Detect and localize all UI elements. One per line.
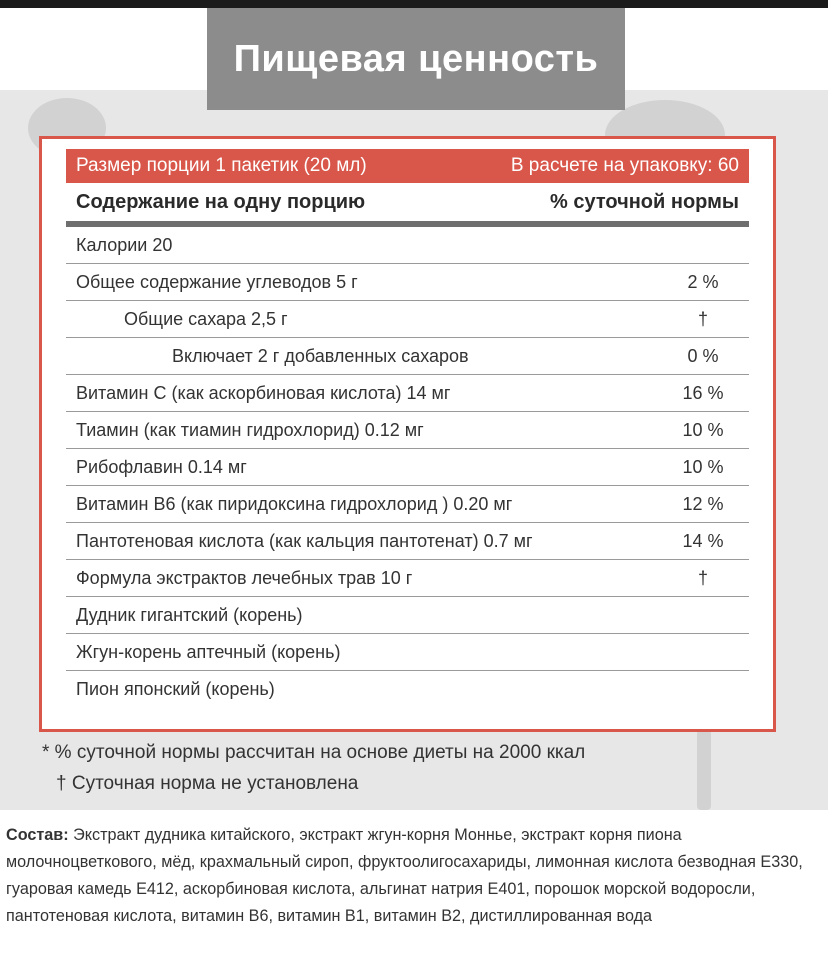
content-header: Содержание на одну порцию <box>76 190 366 213</box>
nutrient-row <box>66 227 749 264</box>
nutrient-daily-value: 12 % <box>682 493 724 514</box>
nutrient-daily-value: 2 % <box>687 271 719 292</box>
nutrient-row <box>66 486 749 523</box>
nutrient-row <box>66 634 749 671</box>
nutrition-table <box>66 149 749 719</box>
nutrient-name: Витамин В6 (как пиридоксина гидрохлорид ) 0.20 мг <box>76 493 513 514</box>
nutrient-daily-value: 16 % <box>682 382 724 403</box>
nutrient-name: Дудник гигантский (корень) <box>76 604 303 625</box>
nutrient-name: Жгун-корень аптечный (корень) <box>76 641 341 662</box>
herb-stem-illustration <box>697 730 711 810</box>
nutrition-facts-card <box>39 136 776 732</box>
composition-text: Экстракт дудника китайского, экстракт жгун-корня Моннье, экстракт корня пиона молочноцветкового, мёд, крахмальный сироп, фруктоолигосахариды, лимонная кислота безводная Е330, гуаровая камедь Е412, аскорбиновая кислота, альгинат натрия Е401, порошок морской водоросли, пантотеновая кислота, витамин В6, витамин В1, витамин В2, дистиллированная вода <box>6 826 803 925</box>
daily-value-header: % суточной нормы <box>550 190 739 213</box>
nutrient-daily-value: 10 % <box>682 419 724 440</box>
nutrient-name: Рибофлавин 0.14 мг <box>76 456 247 477</box>
nutrient-row <box>66 523 749 560</box>
nutrient-daily-value: 0 % <box>687 345 719 366</box>
nutrient-daily-value: 14 % <box>682 530 724 551</box>
nutrient-daily-value: † <box>697 308 708 329</box>
composition <box>6 822 822 930</box>
serving-bar <box>66 149 749 183</box>
column-headers <box>66 183 749 227</box>
nutrient-rows <box>66 227 749 708</box>
nutrient-row <box>66 375 749 412</box>
nutrient-name: Формула экстрактов лечебных трав 10 г <box>76 567 413 588</box>
nutrient-row <box>66 597 749 634</box>
servings-per-package: В расчете на упаковку: 60 <box>510 155 739 176</box>
nutrient-daily-value: † <box>697 567 708 588</box>
footnotes <box>42 737 585 799</box>
nutrient-row <box>66 560 749 597</box>
nutrient-row <box>66 338 749 375</box>
nutrient-name: Пантотеновая кислота (как кальция пантотенат) 0.7 мг <box>76 530 533 551</box>
nutrient-name: Включает 2 г добавленных сахаров <box>172 345 469 366</box>
nutrient-row <box>66 301 749 338</box>
nutrient-name: Общие сахара 2,5 г <box>124 308 288 329</box>
nutrient-name: Пион японский (корень) <box>76 679 275 699</box>
nutrient-row <box>66 449 749 486</box>
nutrient-name: Витамин С (как аскорбиновая кислота) 14 мг <box>76 382 451 403</box>
nutrient-row <box>66 412 749 449</box>
nutrient-row <box>66 264 749 301</box>
nutrient-daily-value: 10 % <box>682 456 724 477</box>
serving-size: Размер порции 1 пакетик (20 мл) <box>76 155 367 176</box>
nutrient-name: Тиамин (как тиамин гидрохлорид) 0.12 мг <box>76 419 424 440</box>
nutrient-name: Общее содержание углеводов 5 г <box>76 271 358 292</box>
footnote-not-established: † Суточная норма не установлена <box>56 773 359 794</box>
composition-label: Состав: <box>6 826 69 844</box>
page-title: Пищевая ценность <box>207 8 625 110</box>
nutrient-row <box>66 671 749 708</box>
top-strip <box>0 0 828 8</box>
nutrient-name: Калории 20 <box>76 234 173 255</box>
footnote-daily-basis: * % суточной нормы рассчитан на основе диеты на 2000 ккал <box>42 742 586 763</box>
